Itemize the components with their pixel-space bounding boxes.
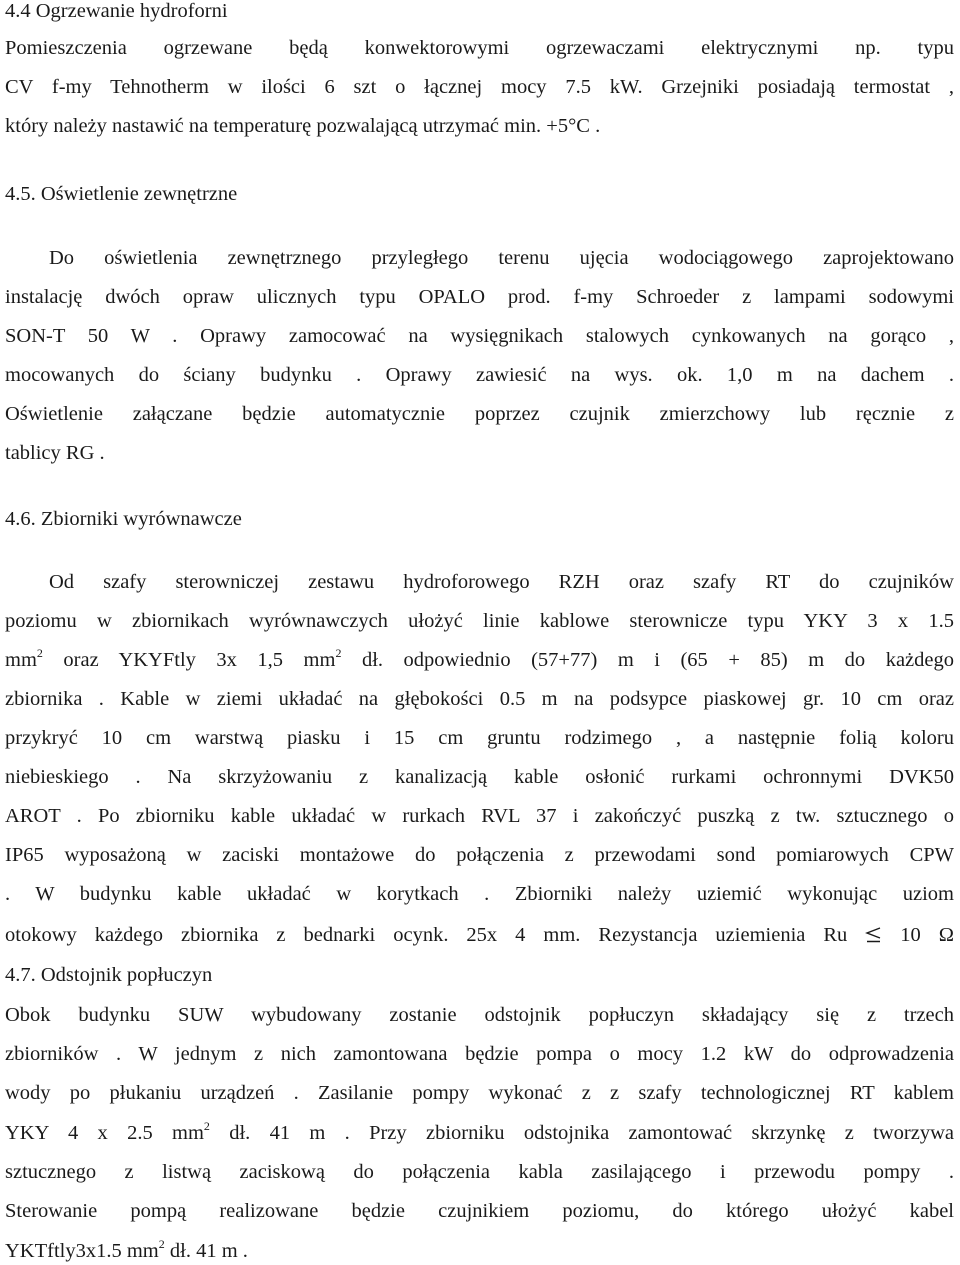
paragraph-line [5,922,954,948]
section-heading-4-4: 4.4 Ogrzewanie hydroforni [5,0,228,22]
paragraph-line: zbiornika . Kable w ziemi układać na głębokości 0.5 m na podsypce piaskowej gr. 10 cm oraz [5,688,954,710]
paragraph-line: wody po płukaniu urządzeń . Zasilanie pompy wykonać z z szafy technologicznej RT kablem [5,1082,954,1104]
less-or-equal-icon [865,927,882,943]
superscript: 2 [203,1119,210,1133]
section-heading-4-7: 4.7. Odstojnik popłuczyn [5,964,213,986]
paragraph-line: zbiorników . W jednym z nich zamontowana będzie pompa o mocy 1.2 kW do odprowadzenia [5,1043,954,1065]
superscript: 2 [36,646,43,660]
paragraph-line [5,647,954,673]
paragraph-line: AROT . Po zbiorniku kable układać w rurkach RVL 37 i zakończyć puszką z tw. sztucznego o [5,805,954,827]
paragraph-line: Sterowanie pompą realizowane będzie czujnikiem poziomu, do którego ułożyć kabel [5,1200,954,1222]
paragraph-line: instalację dwóch opraw ulicznych typu OPALO prod. f-my Schroeder z lampami sodowymi [5,286,954,308]
paragraph-line: Oświetlenie załączane będzie automatycznie poprzez czujnik zmierzchowy lub ręcznie z [5,403,954,425]
line-text: YKTftly3x1.5 mm [5,1240,159,1262]
section-heading-4-6: 4.6. Zbiorniki wyrównawcze [5,508,242,530]
superscript: 2 [335,646,342,660]
paragraph-line: tablicy RG . [5,442,105,464]
paragraph-line: przykryć 10 cm warstwą piasku i 15 cm gruntu rodzimego , a następnie folią koloru [5,727,954,749]
paragraph-line: sztucznego z listwą zaciskową do połączenia kabla zasilającego i przewodu pompy . [5,1161,954,1183]
paragraph-line: . W budynku kable układać w korytkach . Zbiorniki należy uziemić wykonując uziom [5,883,954,905]
line-text: 10 Ω [882,924,954,946]
paragraph-line [5,1238,954,1264]
paragraph-line [5,1120,954,1146]
paragraph-line: CV f-my Tehnotherm w ilości 6 szt o łącznej mocy 7.5 kW. Grzejniki posiadają termostat , [5,76,954,98]
paragraph-line: Do oświetlenia zewnętrznego przyległego terenu ujęcia wodociągowego zaprojektowano [49,247,954,269]
paragraph-line: IP65 wyposażoną w zaciski montażowe do połączenia z przewodami sond pomiarowych CPW [5,844,954,866]
section-heading-4-5: 4.5. Oświetlenie zewnętrzne [5,183,238,205]
line-text: dł. odpowiednio (57+77) m i (65 + 85) m do każdego [341,649,954,671]
line-text: otokowy każdego zbiornika z bednarki ocynk. 25x 4 mm. Rezystancja uziemienia Ru [5,924,848,946]
paragraph-line: SON-T 50 W . Oprawy zamocować na wysięgnikach stalowych cynkowanych na gorąco , [5,325,954,347]
paragraph-line: Obok budynku SUW wybudowany zostanie odstojnik popłuczyn składający się z trzech [5,1004,954,1026]
paragraph-line: mocowanych do ściany budynku . Oprawy zawiesić na wys. ok. 1,0 m na dachem . [5,364,954,386]
line-text: YKY 4 x 2.5 mm [5,1122,204,1144]
paragraph-line: który należy nastawić na temperaturę pozwalającą utrzymać min. +5°C . [5,115,601,137]
paragraph-line: Od szafy sterowniczej zestawu hydroforowego RZH oraz szafy RT do czujników [49,571,954,593]
line-text: dł. 41 m . [164,1240,248,1262]
superscript: 2 [158,1237,165,1251]
paragraph-line: niebieskiego . Na skrzyżowaniu z kanalizacją kable osłonić rurkami ochronnymi DVK50 [5,766,954,788]
line-text: oraz YKYFtly 3x 1,5 mm [42,649,336,671]
line-text: dł. 41 m . Przy zbiorniku odstojnika zamontować skrzynkę z tworzywa [209,1122,955,1144]
line-text: mm [5,649,37,671]
paragraph-line: poziomu w zbiornikach wyrównawczych ułożyć linie kablowe sterownicze typu YKY 3 x 1.5 [5,610,954,632]
paragraph-line: Pomieszczenia ogrzewane będą konwektorowymi ogrzewaczami elektrycznymi np. typu [5,37,954,59]
